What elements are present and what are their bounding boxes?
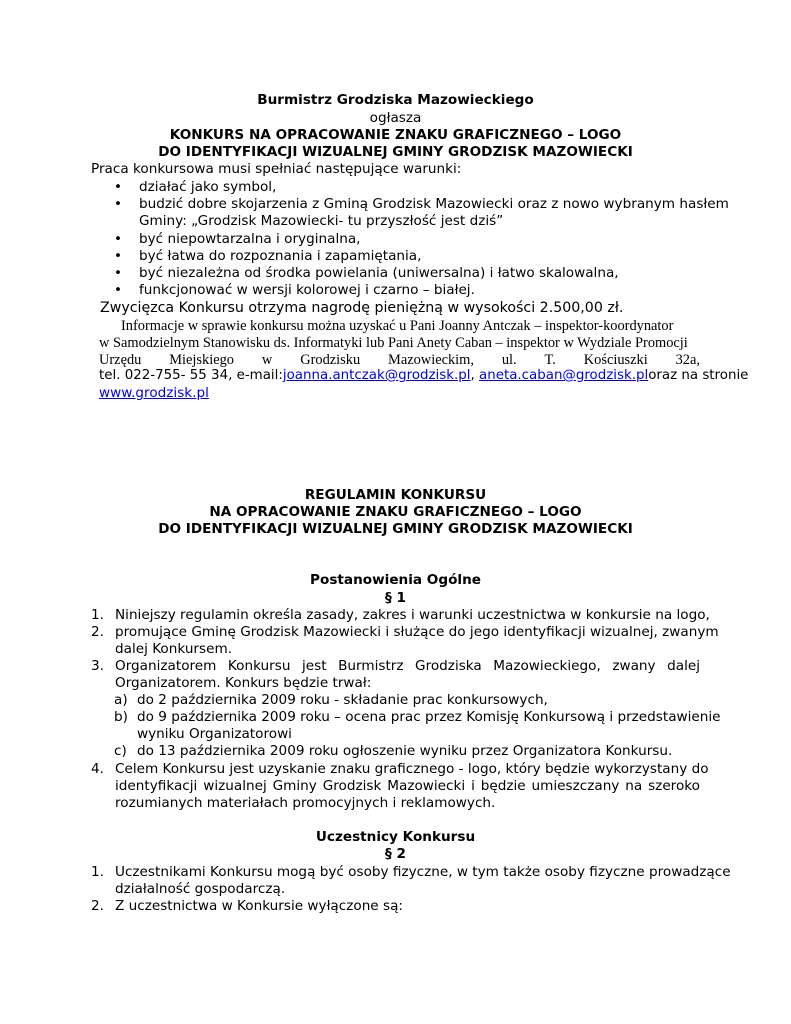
contact-suffix: oraz na stronie <box>648 368 749 383</box>
bullet-icon: • <box>114 231 123 247</box>
bullet-icon: • <box>114 282 123 298</box>
info-line: w Samodzielnym Stanowisku ds. Informatyki lub Pani Anety Caban – inspektor w Wydziale Promocji <box>99 335 688 351</box>
sublist-item: do 13 października 2009 roku ogłoszenie wyniku przez Organizatora Konkursu. <box>137 743 673 759</box>
contact-prefix: tel. 022-755- 55 34, e-mail: <box>99 368 283 383</box>
list-item-continuation: rozumianych materiałach promocyjnych i reklamowych. <box>115 795 496 811</box>
address-word: Urzędu <box>99 352 142 368</box>
contest-title-line2: DO IDENTYFIKACJI WIZUALNEJ GMINY GRODZISK MAZOWIECKI <box>158 144 633 160</box>
list-item-continuation: dalej Konkursem. <box>115 641 233 657</box>
section2-paragraph-sign: § 2 <box>385 846 406 862</box>
sublist-item: do 9 października 2009 roku – ocena prac przez Komisję Konkursową i przedstawienie <box>137 709 721 725</box>
list-item: Organizatorem Konkursu jest Burmistrz Grodziska Mazowieckiego, zwany dalej <box>115 658 700 674</box>
condition-item: działać jako symbol, <box>139 179 277 195</box>
sublist-letter: b) <box>114 709 128 725</box>
section1-title: Postanowienia Ogólne <box>310 572 481 588</box>
address-word: Miejskiego <box>169 352 235 368</box>
condition-item: budzić dobre skojarzenia z Gminą Grodzisk Mazowiecki oraz z nowo wybranym hasłem <box>139 196 729 212</box>
address-word: 32a, <box>675 352 700 368</box>
condition-item: być niezależna od środka powielania (uniwersalna) i łatwo skalowalna, <box>139 265 619 281</box>
email-link-antczak[interactable]: joanna.antczak@grodzisk.pl <box>282 368 471 383</box>
list-item: Celem Konkursu jest uzyskanie znaku graficznego - logo, który będzie wykorzystany do <box>115 761 709 777</box>
condition-item: być niepowtarzalna i oryginalna, <box>139 231 361 247</box>
prize-text: Zwycięzca Konkursu otrzyma nagrodę pieniężną w wysokości 2.500,00 zł. <box>100 300 624 316</box>
address-word: T. <box>544 352 556 368</box>
list-item-continuation: Organizatorem. Konkurs będzie trwał: <box>115 675 372 691</box>
info-contact-line <box>99 368 749 383</box>
regulations-title-line2: NA OPRACOWANIE ZNAKU GRAFICZNEGO – LOGO <box>209 504 582 520</box>
regulations-title-line1: REGULAMIN KONKURSU <box>304 487 487 503</box>
list-number: 4. <box>91 761 104 777</box>
contest-title-line1: KONKURS NA OPRACOWANIE ZNAKU GRAFICZNEGO – LOGO <box>169 127 622 143</box>
list-item-continuation: identyfikacji wizualnej Gminy Grodzisk Mazowiecki i będzie umieszczany na szeroko <box>115 778 700 794</box>
list-number: 1. <box>91 607 104 623</box>
email-link-caban[interactable]: aneta.caban@grodzisk.pl <box>479 368 649 383</box>
sublist-letter: c) <box>114 743 127 759</box>
conditions-intro: Praca konkursowa musi spełniać następujące warunki: <box>91 161 462 177</box>
issuer-heading: Burmistrz Grodziska Mazowieckiego <box>257 92 534 108</box>
address-word: Kościuszki <box>583 352 648 368</box>
bullet-icon: • <box>114 196 123 212</box>
announces-word: ogłasza <box>369 110 422 126</box>
address-word: w <box>261 352 273 368</box>
condition-item: funkcjonować w wersji kolorowej i czarno – białej. <box>139 282 475 298</box>
list-item: Uczestnikami Konkursu mogą być osoby fizyczne, w tym także osoby fizyczne prowadzące <box>115 864 731 880</box>
condition-item-continuation: Gminy: „Grodzisk Mazowiecki- tu przyszłość jest dziś” <box>139 213 504 229</box>
list-number: 1. <box>91 864 104 880</box>
list-number: 2. <box>91 898 104 914</box>
info-line: Informacje w sprawie konkursu można uzyskać u Pani Joanny Antczak – inspektor-koordynator <box>121 318 674 334</box>
email-separator: , <box>470 368 475 383</box>
list-item: promujące Gminę Grodzisk Mazowiecki i służące do jego identyfikacji wizualnej, zwanym <box>115 624 719 640</box>
address-word: ul. <box>501 352 517 368</box>
sublist-letter: a) <box>114 692 128 708</box>
section2-title: Uczestnicy Konkursu <box>315 829 476 845</box>
list-item: Z uczestnictwa w Konkursie wyłączone są: <box>115 898 403 914</box>
list-item-continuation: działalność gospodarczą. <box>115 881 286 897</box>
list-number: 3. <box>91 658 104 674</box>
sublist-item-continuation: wyniku Organizatorowi <box>137 726 292 742</box>
bullet-icon: • <box>114 248 123 264</box>
condition-item: być łatwa do rozpoznania i zapamiętania, <box>139 248 422 264</box>
address-word: Mazowieckim, <box>388 352 474 368</box>
info-address-line <box>99 352 700 369</box>
list-number: 2. <box>91 624 104 640</box>
section1-paragraph-sign: § 1 <box>385 590 406 606</box>
bullet-icon: • <box>114 179 123 195</box>
bullet-icon: • <box>114 265 123 281</box>
website-link[interactable]: www.grodzisk.pl <box>99 385 209 401</box>
list-item: Niniejszy regulamin określa zasady, zakres i warunki uczestnictwa w konkursie na logo, <box>115 607 710 623</box>
address-word: Grodzisku <box>300 352 361 368</box>
regulations-title-line3: DO IDENTYFIKACJI WIZUALNEJ GMINY GRODZISK MAZOWIECKI <box>158 521 633 537</box>
sublist-item: do 2 października 2009 roku - składanie prac konkursowych, <box>137 692 548 708</box>
